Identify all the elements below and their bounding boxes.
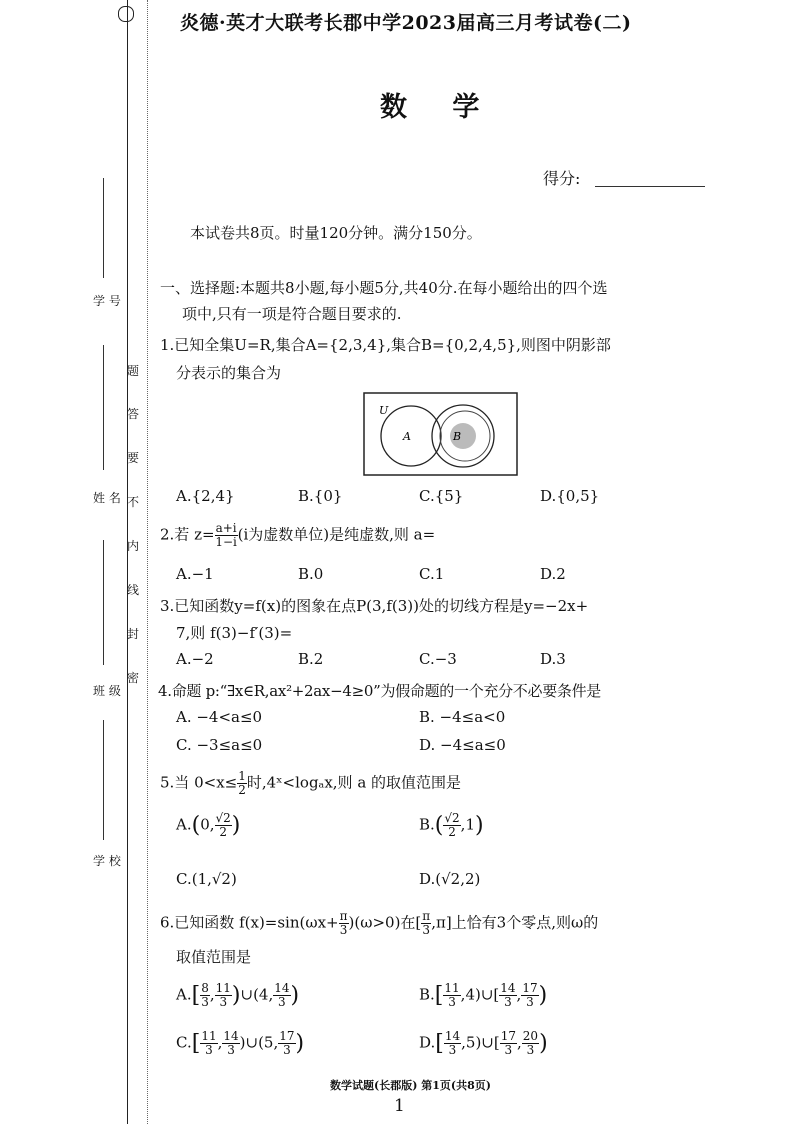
- q2-option-d[interactable]: D.2: [540, 565, 566, 583]
- seal-char: 不: [127, 495, 140, 509]
- q5-option-c[interactable]: C.(1,√2): [176, 870, 237, 888]
- q4-option-b[interactable]: B. −4≤a<0: [419, 708, 506, 726]
- score-label: 得分:: [543, 169, 581, 188]
- q1-option-c[interactable]: C.{5}: [419, 487, 464, 505]
- seal-char: 答: [127, 407, 140, 421]
- q5-option-a[interactable]: A.(0, $\frac{√2}{2}$ ): [176, 811, 241, 839]
- student-id-label: 学 号: [93, 294, 121, 308]
- q5-option-b[interactable]: B.( $\frac{√2}{2}$ ,1): [419, 811, 484, 839]
- page-title: 数 学: [380, 92, 498, 123]
- q2-stem: 2.若 z= $\frac{a+i}{1-i}$ (i为虚数单位)是纯虚数,则 a=: [160, 521, 436, 549]
- q4-option-a[interactable]: A. −4<a≤0: [176, 708, 263, 726]
- q3-option-d[interactable]: D.3: [540, 650, 566, 668]
- venn-label-u: U: [379, 404, 389, 417]
- seal-char: 线: [127, 583, 140, 597]
- q2-option-b[interactable]: B.0: [298, 565, 324, 583]
- q2-option-c[interactable]: C.1: [419, 565, 445, 583]
- section-heading-cont: 项中,只有一项是符合题目要求的.: [182, 305, 402, 323]
- score-blank: [595, 186, 705, 187]
- q1-stem-cont: 分表示的集合为: [176, 364, 282, 382]
- q2-option-a[interactable]: A.−1: [176, 565, 214, 583]
- seal-char: 要: [127, 451, 140, 465]
- exam-header: 炎德·英才大联考长郡中学2023届高三月考试卷(二): [180, 12, 632, 34]
- q1-option-a[interactable]: A.{2,4}: [176, 487, 235, 505]
- section-heading: 一、选择题:本题共8小题,每小题5分,共40分.在每小题给出的四个选: [160, 279, 608, 297]
- q3-option-b[interactable]: B.2: [298, 650, 324, 668]
- seal-char: 密: [127, 671, 140, 685]
- q6-stem-cont: 取值范围是: [176, 948, 252, 966]
- seal-char: 封: [127, 627, 140, 641]
- exam-intro: 本试卷共8页。时量120分钟。满分150分。: [190, 224, 482, 242]
- q4-option-c[interactable]: C. −3≤a≤0: [176, 736, 263, 754]
- class-label: 班 级: [93, 684, 121, 698]
- q6-option-a[interactable]: A.[ $\frac{8}{3}$ , $\frac{11}{3}$ )∪(4, $\frac{14}{3}$ ): [176, 981, 300, 1009]
- q6-option-d[interactable]: D.[ $\frac{14}{3}$ ,5)∪[ $\frac{17}{3}$ , $\frac{20}{3}$ ): [419, 1029, 548, 1057]
- school-label: 学 校: [93, 854, 121, 868]
- page-footer: 数学试题(长郡版) 第1页(共8页): [330, 1079, 491, 1092]
- seal-char: 题: [127, 364, 140, 378]
- q6-option-b[interactable]: B.[ $\frac{11}{3}$ ,4)∪[ $\frac{14}{3}$ , $\frac{17}{3}$ ): [419, 981, 548, 1009]
- q1-stem: 1.已知全集U=R,集合A={2,3,4},集合B={0,2,4,5},则图中阴影部: [160, 336, 611, 354]
- venn-label-a: A: [403, 430, 411, 443]
- q6-stem: 6.已知函数 f(x)=sin(ωx+ $\frac{\pi}{3}$ )(ω>0)在[ $\frac{\pi}{3}$ ,π]上恰有3个零点,则ω的: [160, 909, 599, 937]
- q4-stem: 4.命题 p:“∃x∈R,ax²+2ax−4≥0”为假命题的一个充分不必要条件是: [158, 682, 601, 700]
- q3-stem: 3.已知函数y=f(x)的图象在点P(3,f(3))处的切线方程是y=−2x+: [160, 597, 589, 615]
- q3-option-a[interactable]: A.−2: [176, 650, 214, 668]
- venn-diagram: [363, 392, 518, 476]
- seal-char: 内: [127, 539, 140, 553]
- q5-stem: 5.当 0<x≤ $\frac{1}{2}$ 时,4ˣ<logₐx,则 a 的取值范围是: [160, 769, 462, 797]
- q3-stem-cont: 7,则 f(3)−f′(3)=: [176, 624, 293, 642]
- q1-option-b[interactable]: B.{0}: [298, 487, 343, 505]
- name-label: 姓 名: [93, 491, 121, 505]
- q1-option-d[interactable]: D.{0,5}: [540, 487, 600, 505]
- q5-option-d[interactable]: D.(√2,2): [419, 870, 481, 888]
- q4-option-d[interactable]: D. −4≤a≤0: [419, 736, 506, 754]
- q6-option-c[interactable]: C.[ $\frac{11}{3}$ , $\frac{14}{3}$ )∪(5, $\frac{17}{3}$ ): [176, 1029, 305, 1057]
- q3-option-c[interactable]: C.−3: [419, 650, 457, 668]
- venn-label-b: B: [453, 430, 462, 443]
- page-number: 1: [394, 1096, 405, 1116]
